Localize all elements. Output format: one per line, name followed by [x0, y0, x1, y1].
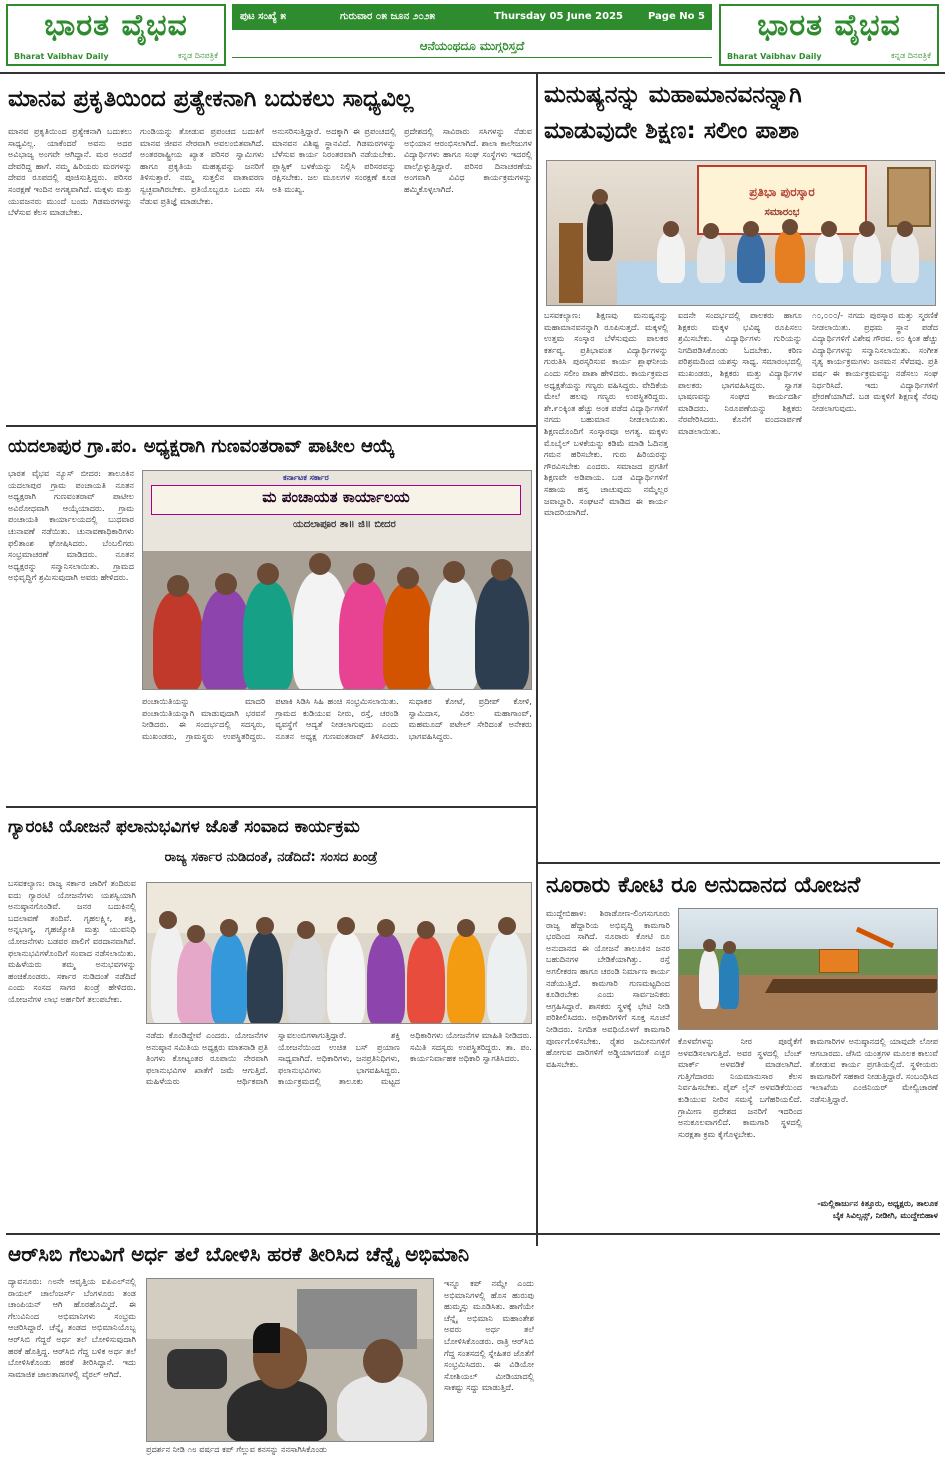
fan-hair-half	[253, 1323, 280, 1353]
grant-col-3: ಕಾಮಗಾರಿಗಳ ಅನುಷ್ಠಾನದಲ್ಲಿ ಯಾವುದೇ ಲೋಪ ಆಗಬಾರದು. ಜೆಸಿಬಿ ಯಂತ್ರಗಳ ಮೂಲಕ ಕಾಲುವೆ ತೋಡುವ ಕಾರ್ಯ ಪ್ರಗತಿಯಲ್ಲಿದೆ. ಸ್ಥಳೀಯರು ಕಾಮಗಾರಿಗೆ ಸಹಕಾರ ನೀಡುತ್ತಿದ್ದಾರೆ. ಸಂಬಂಧಿಸಿದ ಇಲಾಖೆಯ ಎಂಜಿನಿಯರ್ ಮೇಲ್ವಿಚಾರಣೆ ನಡೆಸುತ್ತಿದ್ದಾರೆ.	[810, 1036, 938, 1104]
rcb-photo-caption: ಪ್ರದರ್ಶನ ನೀಡಿ ೧೮ ವರ್ಷದ ಕಪ್ ಗೆಲ್ಲುವ ಕನಸನ್ನು ನನಸಾಗಿಸಿಕೊಂಡು	[146, 1444, 327, 1454]
english-date: Thursday 05 June 2025	[494, 11, 623, 22]
masthead-rule	[0, 72, 945, 74]
logo-english: Bharat Vaibhav Daily	[727, 52, 822, 61]
attendee-figure	[447, 933, 485, 1024]
crowd-figure	[475, 575, 529, 690]
kannada-date: ಗುರುವಾರ ೦೫ ಜೂನ ೨೦೨೫	[340, 11, 436, 22]
guest-figure	[815, 231, 843, 283]
rcb-headline: ಆರ್‌ಸಿಬಿ ಗೆಲುವಿಗೆ ಅರ್ಧ ತಲೆ ಬೋಳಿಸಿ ಹರಕೆ ತೀರಿಸಿದ ಚೆನ್ನೈ ಅಭಿಮಾನಿ	[8, 1242, 470, 1266]
guest-head	[897, 221, 913, 237]
grant-col-1: ಮುದ್ದೇಬಿಹಾಳ: ಶಿರಾಡೋಣ-ಲಿಂಗಸುಗೂರು ರಾಜ್ಯ ಹೆದ್ದಾರಿಯ ಅಭಿವೃದ್ಧಿ ಕಾಮಗಾರಿ ಭರದಿಂದ ಸಾಗಿದೆ. ನೂರಾರು ಕೋಟಿ ರೂ ಅನುದಾನದ ಈ ಯೋಜನೆ ತಾಲೂಕಿನ ಜನರ ಬಹುದಿನಗಳ ಬೇಡಿಕೆಯಾಗಿತ್ತು. ರಸ್ತೆ ಅಗಲೀಕರಣ ಹಾಗೂ ಚರಂಡಿ ನಿರ್ಮಾಣ ಕಾರ್ಯ ನಡೆಯುತ್ತಿದೆ. ಕಾಮಗಾರಿ ಗುಣಮಟ್ಟದಿಂದ ಕೂಡಿರಬೇಕು ಎಂದು ಸಾರ್ವಜನಿಕರು ಆಗ್ರಹಿಸಿದ್ದಾರೆ. ಶಾಸಕರು ಸ್ಥಳಕ್ಕೆ ಭೇಟಿ ನೀಡಿ ಪರಿಶೀಲಿಸಿದರು. ಅಧಿಕಾರಿಗಳಿಗೆ ಸೂಕ್ತ ಸೂಚನೆ ನೀಡಿದರು. ನಿಗದಿತ ಅವಧಿಯೊಳಗೆ ಕಾಮಗಾರಿ ಪೂರ್ಣಗೊಳಿಸಬೇಕು. ರೈತರ ಜಮೀನುಗಳಿಗೆ ಹೋಗುವ ದಾರಿಗಳಿಗೆ ಅಡ್ಡಿಯಾಗದಂತೆ ಎಚ್ಚರ ವಹಿಸಬೇಕು.	[546, 908, 670, 1069]
grant-col-2: ಕೊಳವೆಗಳನ್ನು ನೀರ ಪೂರೈಕೆಗೆ ಅಳವಡಿಸಲಾಗುತ್ತಿದೆ. ಅವರ ಸ್ಥಳದಲ್ಲಿ ಬೆಂಚ್ ಮಾರ್ಕ್ ಅಳವಡಿಕೆ ಮಾಡಲಾಗಿದೆ. ಗುತ್ತಿಗೆದಾರರು ನಿಯಮಾನುಸಾರ ಕೆಲಸ ನಿರ್ವಹಿಸಬೇಕು. ಪೈಪ್ ಲೈನ್ ಅಳವಡಿಕೆಯಿಂದ ಕುಡಿಯುವ ನೀರಿನ ಸಮಸ್ಯೆ ಬಗೆಹರಿಯಲಿದೆ. ಗ್ರಾಮೀಣ ಪ್ರದೇಶದ ಜನರಿಗೆ ಇದರಿಂದ ಅನುಕೂಲವಾಗಲಿದೆ. ಕಾಮಗಾರಿ ಸ್ಥಳದಲ್ಲಿ ಸುರಕ್ಷತಾ ಕ್ರಮ ಕೈಗೊಳ್ಳಬೇಕು.	[678, 1036, 802, 1139]
guest-head	[821, 221, 837, 237]
education-col-2: ಐದನೇ ಸಂದರ್ಭದಲ್ಲಿ ಪಾಲಕರು ಹಾಗೂ ಶಿಕ್ಷಕರು ಮಕ್ಕಳ ಭವಿಷ್ಯ ರೂಪಿಸಲು ಶ್ರಮಿಸಬೇಕು. ವಿದ್ಯಾರ್ಥಿಗಳು ಗುರಿಯನ್ನು ನಿಗದಿಪಡಿಸಿಕೊಂಡು ಓದಬೇಕು. ಕಠಿಣ ಪರಿಶ್ರಮದಿಂದ ಯಶಸ್ಸು ಸಾಧ್ಯ. ಸಮಾರಂಭದಲ್ಲಿ ಮುಖಂಡರು, ಶಿಕ್ಷಕರು ಮತ್ತು ವಿದ್ಯಾರ್ಥಿಗಳ ಪಾಲಕರು ಭಾಗವಹಿಸಿದ್ದರು. ಸ್ವಾಗತ ಭಾಷಣವನ್ನು ಸಂಘದ ಕಾರ್ಯದರ್ಶಿ ಮಾಡಿದರು. ನಿರೂಪಣೆಯನ್ನು ಶಿಕ್ಷಕರು ನೆರವೇರಿಸಿದರು. ಕೊನೆಗೆ ವಂದನಾರ್ಪಣೆ ಮಾಡಲಾಯಿತು.	[678, 310, 802, 436]
event-banner-subtitle: ಸಮಾರಂಭ	[764, 207, 800, 218]
podium	[559, 223, 583, 303]
guest-head	[782, 219, 798, 235]
gunavantharao-headline: ಯದಲಾಪುರ ಗ್ರಾ.ಪಂ. ಅಧ್ಯಕ್ಷರಾಗಿ ಗುಣವಂತರಾವ್ ಪಾಟೀಲ ಆಯ್ಕೆ	[8, 436, 395, 457]
guest-head	[743, 221, 759, 237]
rcb-col-2: ಇನ್ನೂ ಕಪ್ ನಮ್ದೇ ಎಂದು ಅಭಿಮಾನಿಗಳಲ್ಲಿ ಹೊಸ ಹುರುಪು ಹುಮ್ಮಸ್ಸು ಮೂಡಿಸಿತು. ಹಾಗೆಯೇ ಚೆನ್ನೈ ಅಭಿಮಾನಿ ಮಹಾಂತೇಶ ಅವರು ಅರ್ಧ ತಲೆ ಬೋಳಿಸಿಕೊಂಡರು. ರಾತ್ರಿ ಆರ್‌ಸಿಬಿ ಗೆದ್ದ ಸಂತಸದಲ್ಲಿ ಸ್ನೇಹಿತರ ಜೊತೆಗೆ ಸಂಭ್ರಮಿಸಿದರು. ಈ ವಿಡಿಯೋ ಸೋಶಿಯಲ್ ಮೀಡಿಯಾದಲ್ಲಿ ಸಾಕಷ್ಟು ಸದ್ದು ಮಾಡುತ್ತಿದೆ.	[444, 1278, 534, 1393]
sign-top-text: ಕರ್ನಾಟಕ ಸರ್ಕಾರ	[283, 473, 329, 482]
speaker-figure	[587, 201, 613, 261]
trench	[765, 979, 938, 993]
humanity-col-2: ಗುಂಡಿಯನ್ನು ತೋಡುವ ಪ್ರಪಂಚದ ಬದುಕಿಗೆ ಮಾನವ ಜೀವನ ನೇರವಾಗಿ ಅವಲಂಬಿತವಾಗಿದೆ. ಅಂತರರಾಷ್ಟ್ರೀಯ ಖ್ಯಾತ ಪರಿಸರ ಸ್ವಾಮಿಗಳು ಹಾಗೂ ಪ್ರಕೃತಿಯ ಮಹತ್ವವನ್ನು ಜನರಿಗೆ ತಿಳಿಸುತ್ತಾರೆ. ನಮ್ಮ ಸುತ್ತಲಿನ ವಾತಾವರಣ ಸ್ವಚ್ಛವಾಗಿರಬೇಕು. ಪ್ರತಿಯೊಬ್ಬರೂ ಒಂದು ಸಸಿ ನೆಡುವ ಪ್ರತಿಜ್ಞೆ ಮಾಡಬೇಕು.	[140, 126, 264, 206]
guest-figure	[775, 229, 805, 283]
guest-head	[703, 223, 719, 239]
motorbike	[167, 1349, 227, 1389]
guest-figure	[737, 231, 765, 283]
worker-figure	[699, 949, 719, 1009]
logo-title: ಭಾರತ ವೈಭವ	[44, 8, 188, 43]
gunavantharao-lower-text: ಪಂಚಾಯಿತಿಯನ್ನು ಮಾದರಿ ಪಂಚಾಯಿತಿಯನ್ನಾಗಿ ಮಾಡುವುದಾಗಿ ಭರವಸೆ ನೀಡಿದರು. ಈ ಸಂದರ್ಭದಲ್ಲಿ ಸದಸ್ಯರು, ಮುಖಂಡರು, ಗ್ರಾಮಸ್ಥರು ಉಪಸ್ಥಿತರಿದ್ದರು. ಪಟಾಕಿ ಸಿಡಿಸಿ ಸಿಹಿ ಹಂಚಿ ಸಂಭ್ರಮಿಸಲಾಯಿತು. ಗ್ರಾಮದ ಕುಡಿಯುವ ನೀರು, ರಸ್ತೆ, ಚರಂಡಿ ವ್ಯವಸ್ಥೆಗೆ ಆದ್ಯತೆ ನೀಡಲಾಗುವುದು ಎಂದು ನೂತನ ಅಧ್ಯಕ್ಷ ಗುಣವಂತರಾವ್ ತಿಳಿಸಿದರು. ಸುಧಾಕರ ಕೋಟೆ, ಪ್ರದೀಪ್ ಕೋಳಿ, ಸ್ವಾಮಿದಾಸ, ವಿಠಲ ಮಹಾಗಾಂವ್, ಮಹಮೂದ್ ಪಟೇಲ್ ಸೇರಿದಂತೆ ಅನೇಕರು ಭಾಗವಹಿಸಿದ್ದರು.	[142, 696, 532, 741]
portrait-frame	[887, 167, 931, 227]
friend-head	[363, 1339, 403, 1383]
logo-kannada-sub: ಕನ್ನಡ ದಿನಪತ್ರಿಕೆ	[890, 51, 931, 60]
excavator-body	[819, 949, 859, 973]
guarantee-col-1: ಬಸವಕಲ್ಯಾಣ: ರಾಜ್ಯ ಸರ್ಕಾರ ಜಾರಿಗೆ ತಂದಿರುವ ಐದು ಗ್ಯಾರಂಟಿ ಯೋಜನೆಗಳು ಯಶಸ್ವಿಯಾಗಿ ಅನುಷ್ಠಾನಗೊಂಡಿವೆ. ಜನರ ಬದುಕಿನಲ್ಲಿ ಬದಲಾವಣೆ ತಂದಿವೆ. ಗೃಹಲಕ್ಷ್ಮೀ, ಶಕ್ತಿ, ಅನ್ನಭಾಗ್ಯ, ಗೃಹಜ್ಯೋತಿ ಮತ್ತು ಯುವನಿಧಿ ಯೋಜನೆಗಳು ಬಡವರ ಪಾಲಿಗೆ ವರದಾನವಾಗಿವೆ. ಫಲಾನುಭವಿಗಳೊಂದಿಗೆ ಸಂವಾದ ನಡೆಸಲಾಯಿತು. ಮಹಿಳೆಯರು ತಮ್ಮ ಅನುಭವಗಳನ್ನು ಹಂಚಿಕೊಂಡರು. ಸರ್ಕಾರ ನುಡಿದಂತೆ ನಡೆದಿದೆ ಎಂದು ಸಂಸದ ಸಾಗರ ಖಂಡ್ರೆ ಹೇಳಿದರು. ಯೋಜನೆಗಳ ಲಾಭ ಅರ್ಹರಿಗೆ ತಲುಪಬೇಕು.	[8, 878, 136, 1004]
attendee-figure	[487, 931, 527, 1024]
panchayat-office-sign: ಮ ಪಂಚಾಯತ ಕಾರ್ಯಾಲಯ	[151, 485, 521, 515]
guest-head	[859, 221, 875, 237]
rcb-col-1: ದ್ಯಾವನೂರು: ೧೮ನೇ ಆವೃತ್ತಿಯ ಐಪಿಎಲ್‌ನಲ್ಲಿ ರಾಯಲ್ ಚಾಲೆಂಜರ್ಸ್ ಬೆಂಗಳೂರು ತಂಡ ಚಾಂಪಿಯನ್ ಆಗಿ ಹೊರಹೊಮ್ಮಿದೆ. ಈ ಗೆಲುವಿನಿಂದ ಅಭಿಮಾನಿಗಳು ಸಂಭ್ರಮ ಆಚರಿಸಿದ್ದಾರೆ. ಚೆನ್ನೈ ತಂಡದ ಅಭಿಮಾನಿಯೊಬ್ಬ ಆರ್‌ಸಿಬಿ ಗೆದ್ದರೆ ಅರ್ಧ ತಲೆ ಬೋಳಿಸುವುದಾಗಿ ಹರಕೆ ಹೊತ್ತಿದ್ದ. ಆರ್‌ಸಿಬಿ ಗೆದ್ದ ಬಳಿಕ ಅರ್ಧ ತಲೆ ಬೋಳಿಸಿಕೊಂಡು ಹರಕೆ ತೀರಿಸಿದ್ದಾನೆ. ಇದು ಸಾಮಾಜಿಕ ಜಾಲತಾಣಗಳಲ್ಲಿ ವೈರಲ್ ಆಗಿದೆ.	[8, 1276, 136, 1379]
education-col-1: ಬಸವಕಲ್ಯಾಣ: ಶಿಕ್ಷಣವು ಮನುಷ್ಯನನ್ನು ಮಹಾಮಾನವನನ್ನಾಗಿ ರೂಪಿಸುತ್ತದೆ. ಮಕ್ಕಳಲ್ಲಿ ಉತ್ತಮ ಸಂಸ್ಕಾರ ಬೆಳೆಸುವುದು ಪಾಲಕರ ಕರ್ತವ್ಯ. ಪ್ರತಿಭಾವಂತ ವಿದ್ಯಾರ್ಥಿಗಳನ್ನು ಗುರುತಿಸಿ ಪುರಸ್ಕರಿಸುವ ಕಾರ್ಯ ಶ್ಲಾಘನೀಯ ಎಂದು ಸಲೀಂ ಪಾಶಾ ಹೇಳಿದರು. ಕಾರ್ಯಕ್ರಮದ ಅಧ್ಯಕ್ಷತೆಯನ್ನು ಗಣ್ಯರು ವಹಿಸಿದ್ದರು. ವೇದಿಕೆಯ ಮೇಲೆ ಹಲವು ಗಣ್ಯರು ಉಪಸ್ಥಿತರಿದ್ದರು. ಶೇ.೯೦ಕ್ಕಿಂತ ಹೆಚ್ಚು ಅಂಕ ಪಡೆದ ವಿದ್ಯಾರ್ಥಿಗಳಿಗೆ ನಗದು ಬಹುಮಾನ ನೀಡಲಾಯಿತು. ಶಿಕ್ಷಣದೊಂದಿಗೆ ಸಂಸ್ಕಾರವೂ ಅಗತ್ಯ. ಮಕ್ಕಳು ಮೊಬೈಲ್ ಬಳಕೆಯನ್ನು ಕಡಿಮೆ ಮಾಡಿ ಓದಿನತ್ತ ಗಮನ ಹರಿಸಬೇಕು. ಗುರು ಹಿರಿಯರನ್ನು ಗೌರವಿಸಬೇಕು ಎಂದರು. ಸಮಾಜದ ಪ್ರಗತಿಗೆ ಶಿಕ್ಷಣವೇ ಅಡಿಪಾಯ. ಬಡ ವಿದ್ಯಾರ್ಥಿಗಳಿಗೆ ಸಹಾಯ ಹಸ್ತ ಚಾಚುವುದು ನಮ್ಮೆಲ್ಲರ ಜವಾಬ್ದಾರಿ. ಸಂಘಟನೆ ಮಾಡಿದ ಈ ಕಾರ್ಯ ಮಾದರಿಯಾಗಿದೆ.	[544, 310, 668, 518]
worker-head	[723, 941, 736, 954]
attendee-head	[377, 919, 395, 937]
attendee-head	[187, 925, 205, 943]
crowd-figure	[243, 581, 293, 690]
crowd-head	[167, 575, 189, 597]
education-col-3: ೧೦,೦೦೦/- ನಗದು ಪುರಸ್ಕಾರ ಮತ್ತು ಸ್ಮರಣಿಕೆ ನೀಡಲಾಯಿತು. ಪ್ರಥಮ ಸ್ಥಾನ ಪಡೆದ ವಿದ್ಯಾರ್ಥಿಗಳಿಗೆ ವಿಶೇಷ ಗೌರವ. ೮೦ ಕ್ಕಿಂತ ಹೆಚ್ಚು ವಿದ್ಯಾರ್ಥಿಗಳನ್ನು ಸನ್ಮಾನಿಸಲಾಯಿತು. ಸಂಗೀತ ನೃತ್ಯ ಕಾರ್ಯಕ್ರಮಗಳು ಜನಮನ ಸೆಳೆದವು. ಪ್ರತಿ ವರ್ಷ ಈ ಕಾರ್ಯಕ್ರಮವನ್ನು ನಡೆಸಲು ಸಂಘ ನಿರ್ಧರಿಸಿದೆ. ಇದು ವಿದ್ಯಾರ್ಥಿಗಳಿಗೆ ಪ್ರೇರಣೆಯಾಗಿದೆ. ಬಡ ಮಕ್ಕಳಿಗೆ ಶಿಕ್ಷಣಕ್ಕೆ ನೆರವು ನೀಡಲಾಗುವುದು.	[812, 310, 938, 413]
section-rule	[6, 806, 536, 808]
masthead	[0, 0, 945, 70]
guest-head	[663, 221, 679, 237]
guest-figure	[853, 231, 881, 283]
attendee-figure	[327, 931, 365, 1024]
crowd-head	[257, 563, 279, 585]
education-event-photo	[546, 160, 936, 306]
crowd-head	[397, 567, 419, 589]
worker-head	[703, 939, 716, 952]
grant-headline: ನೂರಾರು ಕೋಟಿ ರೂ ಅನುದಾನದ ಯೋಜನೆ	[546, 873, 861, 898]
logo-kannada-sub: ಕನ್ನಡ ದಿನಪತ್ರಿಕೆ	[177, 51, 218, 60]
friend-figure	[337, 1375, 427, 1442]
attendee-head	[337, 917, 355, 935]
logo-english: Bharat Vaibhav Daily	[14, 52, 109, 61]
rcb-fan-photo	[146, 1278, 434, 1442]
guest-figure	[657, 231, 685, 283]
panchayat-address: ಯದಲಾಪೂರ ತಾ॥ ಜಿ॥ ಬೀದರ	[293, 519, 396, 530]
attendee-head	[417, 921, 435, 939]
attendee-head	[159, 911, 177, 929]
attendee-head	[297, 921, 315, 939]
grant-signature: -ಮಲ್ಲಿಕಾರ್ಜುನ ಕಿತ್ತೂರು, ಅಧ್ಯಕ್ಷರು, ತಾಲೂಕ ಬೈಕ ಸಿವಿಲ್ಸನ್ಸ್, ನೀಡೀಗಿ, ಮುದ್ದೇಬಿಹಾಳ	[817, 1198, 938, 1220]
section-rule	[6, 425, 536, 427]
crowd-head	[215, 573, 237, 595]
attendee-head	[220, 919, 238, 937]
date-strip	[232, 4, 712, 30]
page-number: Page No 5	[648, 11, 705, 22]
guarantee-lower-text: ನಡೆದು ಕೊಂಡಿದ್ದೇವೆ ಎಂದರು. ಯೋಜನೆಗಳ ಅನುಷ್ಠಾನ ಸಮಿತಿಯ ಅಧ್ಯಕ್ಷರು ಮಾತನಾಡಿ ಪ್ರತಿ ತಿಂಗಳು ಕೋಟ್ಯಂತರ ರೂಪಾಯಿ ನೇರವಾಗಿ ಫಲಾನುಭವಿಗಳ ಖಾತೆಗೆ ಜಮೆ ಆಗುತ್ತಿದೆ. ಮಹಿಳೆಯರು ಆರ್ಥಿಕವಾಗಿ ಸ್ವಾವಲಂಬಿಗಳಾಗುತ್ತಿದ್ದಾರೆ. ಶಕ್ತಿ ಯೋಜನೆಯಿಂದ ಉಚಿತ ಬಸ್ ಪ್ರಯಾಣ ಸಾಧ್ಯವಾಗಿದೆ. ಅಧಿಕಾರಿಗಳು, ಜನಪ್ರತಿನಿಧಿಗಳು, ಫಲಾನುಭವಿಗಳು ಭಾಗವಹಿಸಿದ್ದರು. ಕಾರ್ಯಕ್ರಮದಲ್ಲಿ ತಾಲೂಕು ಮಟ್ಟದ ಅಧಿಕಾರಿಗಳು ಯೋಜನೆಗಳ ಮಾಹಿತಿ ನೀಡಿದರು. ಸಮಿತಿ ಸದಸ್ಯರು ಉಪಸ್ಥಿತರಿದ್ದರು. ತಾ. ಪಂ. ಕಾರ್ಯನಿರ್ವಾಹಕ ಅಧಿಕಾರಿ ಸ್ವಾಗತಿಸಿದರು.	[146, 1030, 532, 1087]
attendee-figure	[211, 933, 247, 1024]
gunavantharao-celebration-photo	[142, 470, 532, 690]
attendee-head	[457, 919, 475, 937]
crowd-head	[353, 563, 375, 585]
education-headline-line-1: ಮನುಷ್ಯನನ್ನು ಮಹಾಮಾನವನನ್ನಾಗಿ	[544, 82, 802, 108]
guest-figure	[891, 231, 919, 283]
page-column-rule	[536, 74, 538, 1246]
guarantee-subhead: ರಾಜ್ಯ ಸರ್ಕಾರ ನುಡಿದಂತೆ, ನಡೆದಿದೆ: ಸಂಸದ ಖಂಡ್ರೆ	[164, 850, 378, 865]
tagline: ಆನೆಯಂಥದೂ ಮುಗ್ಗರಿಸ್ತದೆ	[232, 34, 712, 58]
guarantee-event-photo	[146, 882, 532, 1024]
issue-number: ಪುಟ ಸಂಖ್ಯೆ ೫	[240, 11, 287, 22]
shop-shutter	[297, 1289, 417, 1349]
crowd-figure	[383, 583, 433, 690]
masthead-logo-left	[6, 4, 226, 66]
road-works-photo	[678, 908, 938, 1030]
attendee-figure	[287, 935, 325, 1024]
gunavantharao-col-1: ಭಾರತ ವೈಭವ ನ್ಯೂಸ್ ಬೀದರ: ತಾಲೂಕಿನ ಯದಲಾಪುರ ಗ್ರಾಮ ಪಂಚಾಯತಿ ನೂತನ ಅಧ್ಯಕ್ಷರಾಗಿ ಗುಣವಂತರಾವ್ ಪಾಟೀಲ ಅವಿರೋಧವಾಗಿ ಆಯ್ಕೆಯಾದರು. ಗ್ರಾಮ ಪಂಚಾಯತಿ ಕಾರ್ಯಾಲಯದಲ್ಲಿ ಬುಧವಾರ ಚುನಾವಣೆ ನಡೆಯಿತು. ಚುನಾವಣಾಧಿಕಾರಿಗಳು ಫಲಿತಾಂಶ ಘೋಷಿಸಿದರು. ಬೆಂಬಲಿಗರು ಸಂಭ್ರಮಾಚರಣೆ ಮಾಡಿದರು. ನೂತನ ಅಧ್ಯಕ್ಷರನ್ನು ಸನ್ಮಾನಿಸಲಾಯಿತು. ಗ್ರಾಮದ ಅಭಿವೃದ್ಧಿಗೆ ಶ್ರಮಿಸುವುದಾಗಿ ಅವರು ಹೇಳಿದರು.	[8, 468, 134, 583]
attendee-figure	[247, 931, 283, 1024]
worker-figure	[719, 951, 739, 1009]
crowd-head	[491, 559, 513, 581]
crowd-figure	[153, 591, 203, 690]
humanity-col-1: ಮಾನವ ಪ್ರಕೃತಿಯಿಂದ ಪ್ರತ್ಯೇಕನಾಗಿ ಬದುಕಲು ಸಾಧ್ಯವಿಲ್ಲ. ಯಾಕೆಂದರೆ ಅವನು ಅದರ ಅವಿಭಾಜ್ಯ ಅಂಗವೇ ಆಗಿದ್ದಾನೆ. ಮರ ಅಂದರೆ ದೇವರಿದ್ದ ಹಾಗೆ. ನಮ್ಮ ಹಿರಿಯರು ಮರಗಳನ್ನು ದೇವರ ರೂಪದಲ್ಲಿ ಪೂಜಿಸುತ್ತಿದ್ದರು. ಪರಿಸರ ಸಂರಕ್ಷಣೆ ಇಂದಿನ ಅಗತ್ಯವಾಗಿದೆ. ಮಕ್ಕಳು ಮತ್ತು ಯುವಜನರು ಮುಂದೆ ಬಂದು ಗಿಡಮರಗಳನ್ನು ಬೆಳೆಸುವ ಕೆಲಸ ಮಾಡಬೇಕು.	[8, 126, 132, 218]
section-rule	[6, 1233, 940, 1235]
attendee-figure	[407, 935, 445, 1024]
attendee-head	[498, 917, 516, 935]
masthead-logo-right	[719, 4, 939, 66]
attendee-head	[256, 917, 274, 935]
attendee-figure	[367, 933, 405, 1024]
crowd-figure	[339, 579, 389, 690]
humanity-col-4: ಪ್ರದೇಶದಲ್ಲಿ ಸಾವಿರಾರು ಸಸಿಗಳನ್ನು ನೆಡುವ ಅಭಿಯಾನ ಆರಂಭಿಸಲಾಗಿದೆ. ಶಾಲಾ ಕಾಲೇಜುಗಳ ವಿದ್ಯಾರ್ಥಿಗಳು ಹಾಗೂ ಸಂಘ ಸಂಸ್ಥೆಗಳು ಇದರಲ್ಲಿ ಪಾಲ್ಗೊಳ್ಳುತ್ತಿದ್ದಾರೆ. ಪರಿಸರ ದಿನಾಚರಣೆಯ ಅಂಗವಾಗಿ ವಿವಿಧ ಕಾರ್ಯಕ್ರಮಗಳನ್ನು ಹಮ್ಮಿಕೊಳ್ಳಲಾಗಿದೆ.	[404, 126, 532, 194]
logo-title: ಭಾರತ ವೈಭವ	[757, 8, 901, 43]
guarantee-headline: ಗ್ಯಾರಂಟಿ ಯೋಜನೆ ಫಲಾನುಭವಿಗಳ ಜೊತೆ ಸಂವಾದ ಕಾರ್ಯಕ್ರಮ	[8, 817, 360, 837]
crowd-figure	[429, 577, 479, 690]
section-rule	[538, 862, 940, 864]
education-headline-line-2: ಮಾಡುವುದೇ ಶಿಕ್ಷಣ: ಸಲೀಂ ಪಾಶಾ	[544, 118, 799, 144]
crowd-head	[443, 561, 465, 583]
crowd-head	[309, 553, 331, 575]
event-banner-title: ಪ್ರತಿಭಾ ಪುರಸ್ಕಾರ	[749, 185, 815, 199]
humanity-col-3: ಅನುಸರಿಸುತ್ತಿದ್ದಾರೆ. ಅದಕ್ಕಾಗಿ ಈ ಪ್ರಪಂಚದಲ್ಲಿ ಮಾನವನ ವಿಶಿಷ್ಟ ಸ್ಥಾನವಿದೆ. ಗಿಡಮರಗಳನ್ನು ಬೆಳೆಸುವ ಕಾರ್ಯ ನಿರಂತರವಾಗಿ ನಡೆಯಬೇಕು. ಪ್ಲಾಸ್ಟಿಕ್ ಬಳಕೆಯನ್ನು ನಿಲ್ಲಿಸಿ ಪರಿಸರವನ್ನು ರಕ್ಷಿಸಬೇಕು. ಜಲ ಮೂಲಗಳ ಸಂರಕ್ಷಣೆ ಕೂಡ ಅತಿ ಮುಖ್ಯ.	[272, 126, 396, 194]
guest-figure	[697, 233, 725, 283]
speaker-head	[592, 189, 608, 205]
humanity-headline: ಮಾನವ ಪ್ರಕೃತಿಯಿಂದ ಪ್ರತ್ಯೇಕನಾಗಿ ಬದುಕಲು ಸಾಧ್ಯವಿಲ್ಲ	[8, 86, 414, 112]
